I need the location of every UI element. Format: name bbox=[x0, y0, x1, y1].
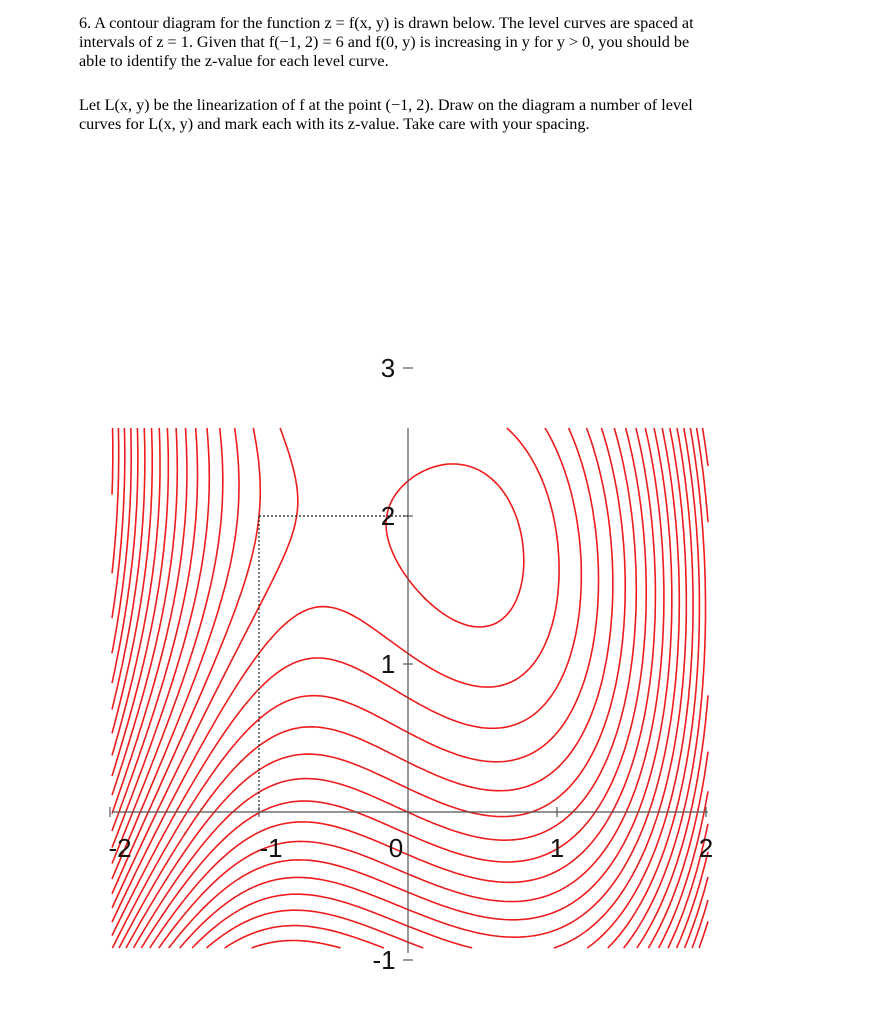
level-curve bbox=[169, 428, 672, 948]
x-tick-label: -1 bbox=[259, 833, 283, 863]
level-curve bbox=[112, 428, 113, 495]
y-tick-label: 2 bbox=[380, 501, 396, 531]
contour-curves bbox=[112, 428, 708, 948]
y-tick-label: -1 bbox=[372, 945, 396, 975]
level-curve bbox=[112, 428, 559, 922]
x-tick-label: 1 bbox=[549, 833, 565, 863]
problem-line: Let L(x, y) be the linearization of f at the point (−1, 2). Draw on the diagram a number of level bbox=[79, 96, 693, 114]
x-tick-label: -2 bbox=[108, 833, 132, 863]
y-tick-label: 3 bbox=[380, 353, 396, 383]
x-tick-label: 2 bbox=[698, 833, 714, 863]
problem-line: 6. A contour diagram for the function z = f(x, y) is drawn below. The level curves are spaced at bbox=[79, 14, 694, 32]
level-curve bbox=[119, 428, 613, 948]
problem-line: curves for L(x, y) and mark each with its z-value. Take care with your spacing. bbox=[79, 115, 590, 133]
level-curve bbox=[112, 428, 524, 908]
y-tick-label: 1 bbox=[380, 649, 396, 679]
level-curve bbox=[150, 428, 656, 948]
level-curve bbox=[192, 428, 686, 948]
problem-line: intervals of z = 1. Given that f(−1, 2) = 6 and f(0, y) is increasing in y for y > 0, you should be bbox=[79, 33, 690, 51]
x-tick-label: 0 bbox=[388, 833, 404, 863]
problem-line: able to identify the z-value for each level curve. bbox=[79, 52, 389, 70]
level-curve bbox=[252, 428, 706, 948]
